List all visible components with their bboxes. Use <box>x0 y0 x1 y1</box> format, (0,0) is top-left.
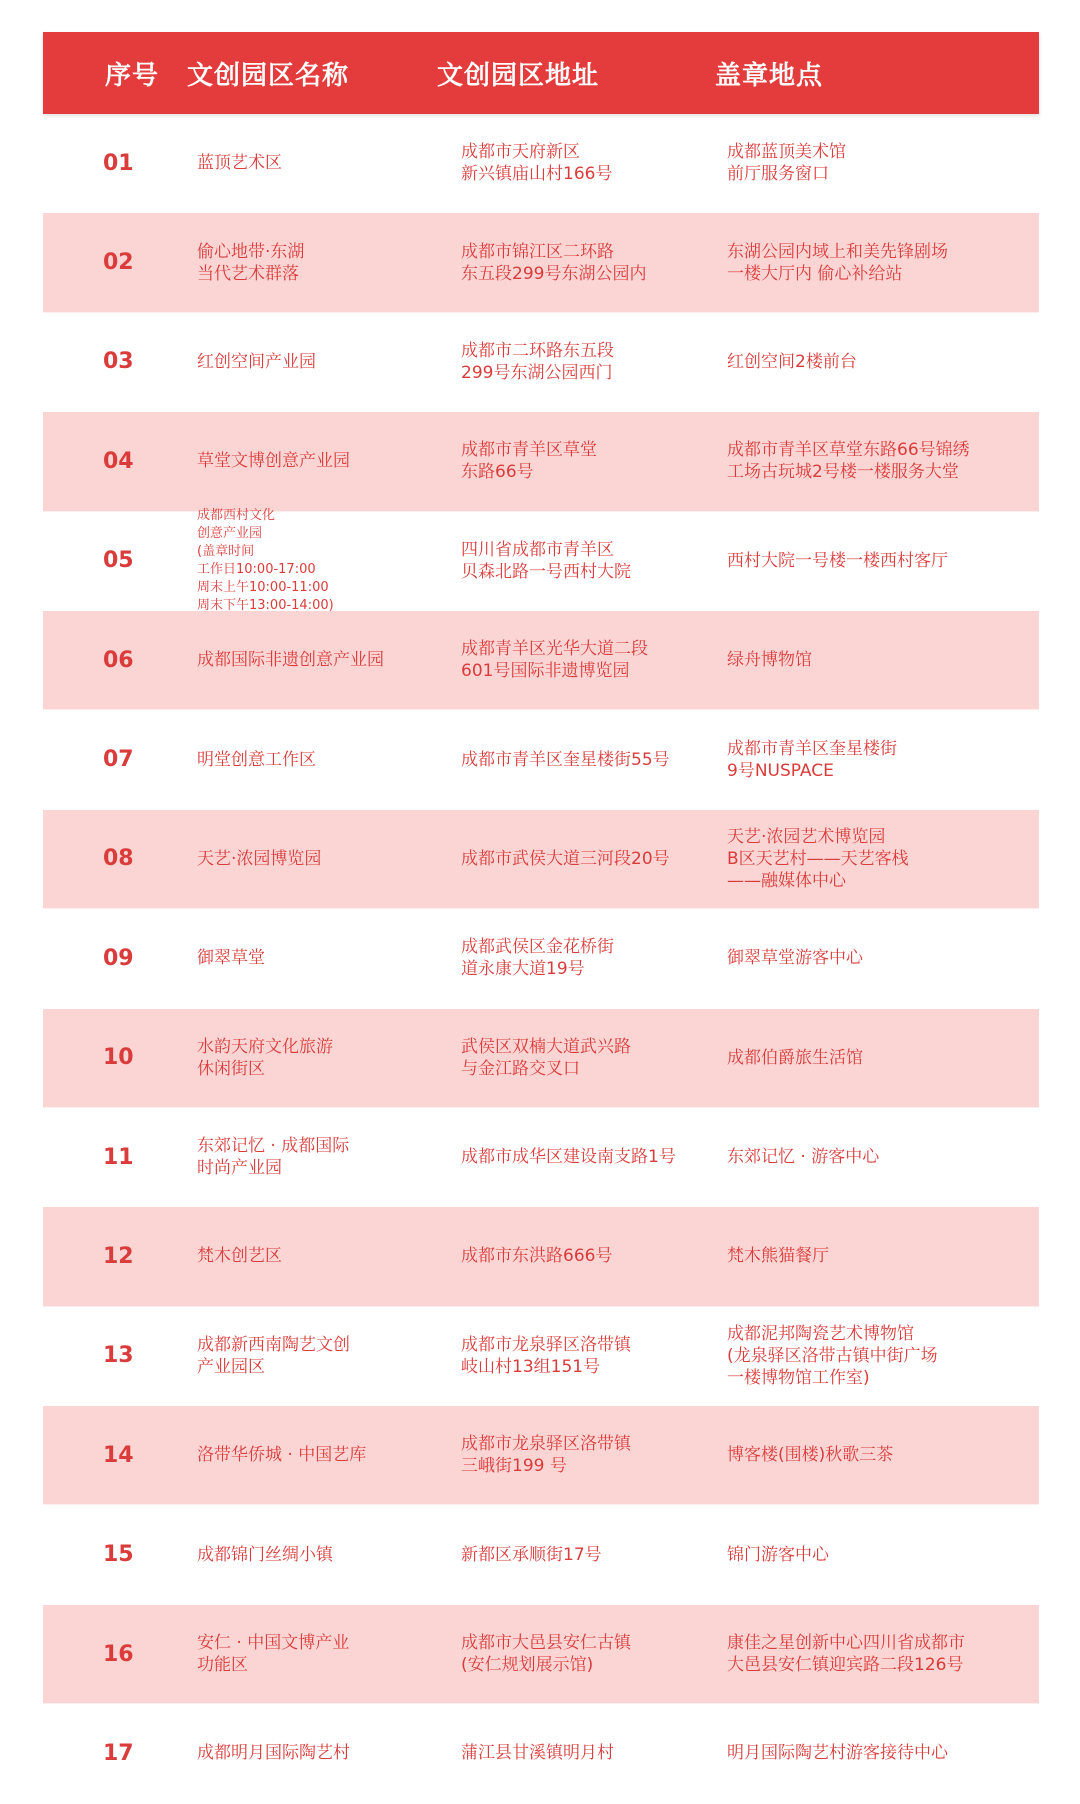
table-row <box>43 710 1039 809</box>
stamp-location: 绿舟博物馆 <box>727 650 812 671</box>
park-address: 成都市青羊区草堂 东路66号 <box>461 440 597 483</box>
park-address: 蒲江县甘溪镇明月村 <box>461 1743 614 1764</box>
row-index: 14 <box>103 1442 134 1468</box>
row-index: 02 <box>103 250 134 276</box>
park-address: 四川省成都市青羊区 贝森北路一号西村大院 <box>461 539 631 582</box>
park-address: 成都市天府新区 新兴镇庙山村166号 <box>461 142 613 185</box>
park-address: 成都市龙泉驿区洛带镇 三峨街199 号 <box>461 1434 631 1477</box>
table-row <box>43 1009 1039 1108</box>
park-name: 水韵天府文化旅游 休闲街区 <box>197 1036 333 1079</box>
stamp-location: 博客楼(围楼)秋歌三茶 <box>727 1445 894 1466</box>
row-index: 01 <box>103 150 134 176</box>
row-index: 06 <box>103 647 134 673</box>
park-name: 成都锦门丝绸小镇 <box>197 1544 333 1565</box>
stamp-location: 锦门游客中心 <box>727 1544 829 1565</box>
table-row <box>43 1704 1039 1803</box>
row-index: 17 <box>103 1740 134 1766</box>
stamp-location: 西村大院一号楼一楼西村客厅 <box>727 550 948 571</box>
table-header <box>43 32 1039 114</box>
row-index: 11 <box>103 1144 134 1170</box>
header-index: 序号 <box>105 60 160 91</box>
stamp-location: 明月国际陶艺村游客接待中心 <box>727 1743 948 1764</box>
stamp-location: 东郊记忆 · 游客中心 <box>727 1147 880 1168</box>
row-index: 09 <box>103 945 134 971</box>
stamp-location: 康佳之星创新中心四川省成都市 大邑县安仁镇迎宾路二段126号 <box>727 1633 965 1676</box>
stamp-location: 成都市青羊区草堂东路66号锦绣 工场古玩城2号楼一楼服务大堂 <box>727 440 970 483</box>
park-address: 成都市青羊区奎星楼街55号 <box>461 749 670 770</box>
park-address: 成都市锦江区二环路 东五段299号东湖公园内 <box>461 241 647 284</box>
stamp-locations-table <box>43 32 1039 1804</box>
table-row <box>43 1108 1039 1207</box>
park-name: 偷心地带·东湖 当代艺术群落 <box>197 241 305 284</box>
row-index: 07 <box>103 747 134 773</box>
row-index: 03 <box>103 349 134 375</box>
park-address: 武侯区双楠大道武兴路 与金江路交叉口 <box>461 1036 631 1079</box>
park-address: 成都市武侯大道三河段20号 <box>461 848 670 869</box>
row-index: 13 <box>103 1343 134 1369</box>
stamp-location: 成都泥邦陶瓷艺术博物馆 (龙泉驿区洛带古镇中街广场 一楼博物馆工作室) <box>727 1323 938 1388</box>
header-stamp-location: 盖章地点 <box>715 60 824 91</box>
park-address: 成都市二环路东五段 299号东湖公园西门 <box>461 340 614 383</box>
park-name: 洛带华侨城 · 中国艺库 <box>197 1445 367 1466</box>
park-name: 明堂创意工作区 <box>197 749 316 770</box>
table-row <box>43 412 1039 511</box>
table-body <box>43 114 1039 1804</box>
table-row <box>43 611 1039 710</box>
stamp-location: 东湖公园内域上和美先锋剧场 一楼大厅内 偷心补给站 <box>727 241 948 284</box>
stamp-location: 红创空间2楼前台 <box>727 351 857 372</box>
park-name: 成都西村文化 创意产业园 (盖章时间 工作日10:00-17:00 周末上午10:00-11:00 周末下午13:00-14:00) <box>197 507 334 613</box>
table-row <box>43 1605 1039 1704</box>
row-index: 05 <box>103 548 134 574</box>
table-row <box>43 810 1039 909</box>
park-name: 御翠草堂 <box>197 948 265 969</box>
row-index: 12 <box>103 1243 134 1269</box>
table-row <box>43 114 1039 213</box>
park-name: 成都明月国际陶艺村 <box>197 1743 350 1764</box>
park-name: 草堂文博创意产业园 <box>197 451 350 472</box>
park-address: 成都市龙泉驿区洛带镇 岐山村13组151号 <box>461 1334 631 1377</box>
table-row <box>43 1307 1039 1406</box>
table-row <box>43 909 1039 1008</box>
park-name: 东郊记忆 · 成都国际 时尚产业园 <box>197 1136 350 1179</box>
stamp-location: 御翠草堂游客中心 <box>727 948 863 969</box>
park-name: 安仁 · 中国文博产业 功能区 <box>197 1633 350 1676</box>
table-row <box>43 1505 1039 1604</box>
table-row <box>43 313 1039 412</box>
table-row <box>43 507 1039 613</box>
park-address: 成都市成华区建设南支路1号 <box>461 1147 676 1168</box>
park-name: 梵木创艺区 <box>197 1246 282 1267</box>
stamp-location: 梵木熊猫餐厅 <box>727 1246 829 1267</box>
park-name: 成都新西南陶艺文创 产业园区 <box>197 1334 350 1377</box>
stamp-location: 成都蓝顶美术馆 前厅服务窗口 <box>727 142 846 185</box>
table-row <box>43 1406 1039 1505</box>
park-name: 红创空间产业园 <box>197 351 316 372</box>
header-address: 文创园区地址 <box>437 60 600 91</box>
table-row <box>43 213 1039 312</box>
table-row <box>43 1207 1039 1306</box>
row-index: 04 <box>103 448 134 474</box>
park-address: 成都武侯区金花桥街 道永康大道19号 <box>461 937 614 980</box>
row-index: 16 <box>103 1641 134 1667</box>
stamp-location: 天艺·浓园艺术博览园 B区天艺村——天艺客栈 ——融媒体中心 <box>727 826 909 891</box>
park-address: 成都市大邑县安仁古镇 (安仁规划展示馆) <box>461 1633 631 1676</box>
park-name: 天艺·浓园博览园 <box>197 848 322 869</box>
stamp-location: 成都伯爵旅生活馆 <box>727 1047 863 1068</box>
row-index: 15 <box>103 1542 134 1568</box>
stamp-location: 成都市青羊区奎星楼街 9号NUSPACE <box>727 738 897 781</box>
park-address: 成都市东洪路666号 <box>461 1246 613 1267</box>
park-name: 成都国际非遗创意产业园 <box>197 650 384 671</box>
park-name: 蓝顶艺术区 <box>197 153 282 174</box>
park-address: 成都青羊区光华大道二段 601号国际非遗博览园 <box>461 639 648 682</box>
header-name: 文创园区名称 <box>187 60 350 91</box>
row-index: 10 <box>103 1045 134 1071</box>
park-address: 新都区承顺街17号 <box>461 1544 602 1565</box>
row-index: 08 <box>103 846 134 872</box>
